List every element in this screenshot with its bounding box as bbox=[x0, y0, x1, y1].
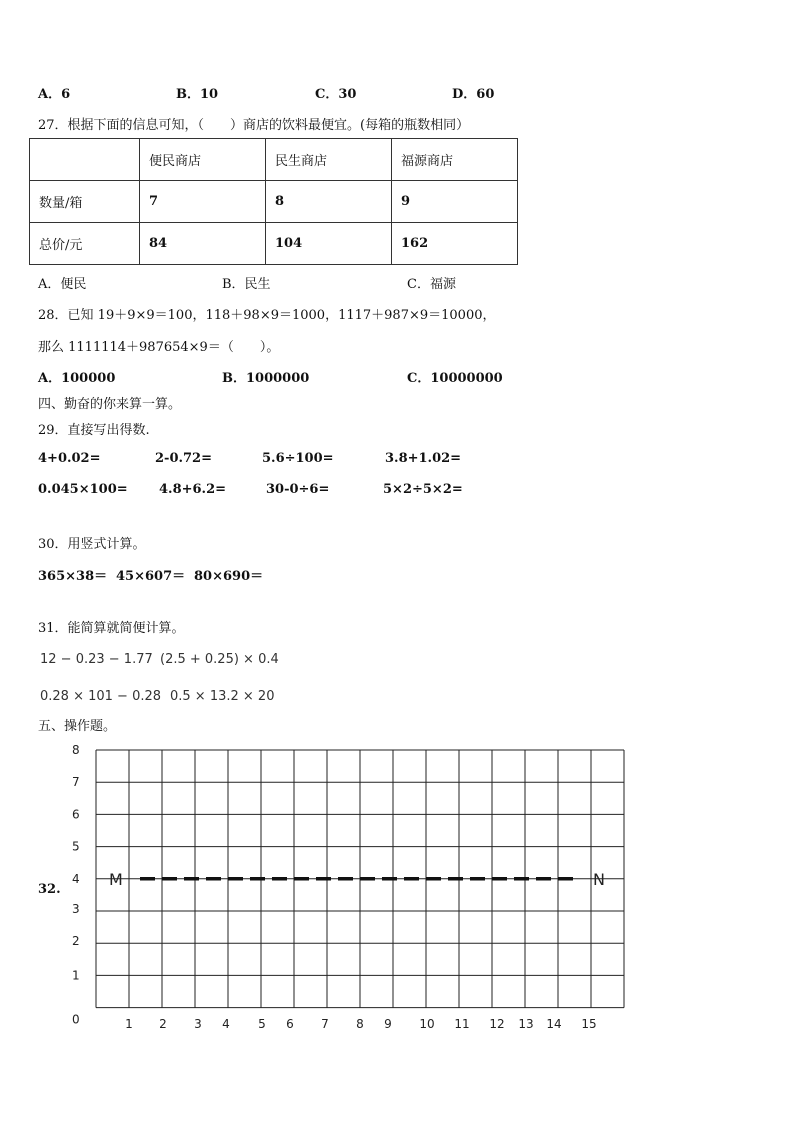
q29-item: 5.6÷100= bbox=[262, 451, 334, 466]
q27-option-c: C．福源 bbox=[407, 277, 456, 292]
q29-title: 29．直接写出得数. bbox=[38, 423, 150, 438]
q28-option-b: B．1000000 bbox=[222, 371, 310, 386]
point-n-label: N bbox=[593, 869, 605, 889]
q30-item: 45×607＝ bbox=[116, 569, 186, 584]
q28-line-2: 那么 1111114＋987654×9＝（ ）。 bbox=[38, 340, 280, 355]
x-axis-label: 1 bbox=[125, 1017, 133, 1031]
x-axis-label: 12 bbox=[489, 1017, 505, 1031]
y-axis-label: 6 bbox=[72, 807, 80, 822]
x-axis-label: 5 bbox=[258, 1017, 266, 1031]
y-axis-label: 1 bbox=[72, 968, 80, 983]
table-cell: 总价/元 bbox=[30, 223, 140, 265]
y-axis-label: 3 bbox=[72, 902, 80, 916]
q31-expression: 12 − 0.23 − 1.77 bbox=[40, 652, 153, 667]
x-axis-label: 6 bbox=[286, 1017, 294, 1031]
table-cell: 84 bbox=[140, 223, 266, 265]
q28-option-a: A．100000 bbox=[38, 371, 116, 386]
q26-option-c: C．30 bbox=[315, 87, 357, 102]
table-cell: 福源商店 bbox=[392, 139, 518, 181]
y-axis-label: 8 bbox=[72, 743, 80, 757]
table-cell: 162 bbox=[392, 223, 518, 265]
x-axis-label: 15 bbox=[581, 1017, 597, 1031]
y-axis-label: 5 bbox=[72, 839, 80, 854]
q26-option-b: B．10 bbox=[176, 87, 219, 102]
q27-question: 27．根据下面的信息可知，（ ）商店的饮料最便宜。(每箱的瓶数相同） bbox=[38, 118, 470, 133]
x-axis-label: 9 bbox=[384, 1017, 392, 1031]
section-5-title: 五、操作题。 bbox=[38, 719, 117, 734]
q29-item: 0.045×100= bbox=[38, 482, 128, 497]
table-cell: 便民商店 bbox=[140, 139, 266, 181]
q29-item: 2-0.72= bbox=[155, 451, 212, 466]
q29-item: 3.8+1.02= bbox=[385, 451, 462, 466]
y-axis-label: 2 bbox=[72, 934, 80, 949]
table-cell: 104 bbox=[266, 223, 392, 265]
q30-title: 30．用竖式计算。 bbox=[38, 537, 146, 552]
q31-expression: 0.5 × 13.2 × 20 bbox=[170, 689, 275, 704]
point-m-label: M bbox=[109, 869, 123, 889]
x-axis-label: 4 bbox=[222, 1017, 230, 1031]
table-cell: 7 bbox=[140, 181, 266, 223]
q31-expression: 0.28 × 101 − 0.28 bbox=[40, 689, 162, 704]
q29-item: 4+0.02= bbox=[38, 451, 101, 466]
q26-option-a: A．6 bbox=[38, 87, 71, 102]
q29-item: 5×2÷5×2= bbox=[383, 482, 463, 497]
x-axis-label: 8 bbox=[356, 1017, 364, 1031]
x-axis-label: 14 bbox=[546, 1017, 562, 1031]
q27-option-b: B．民生 bbox=[222, 277, 271, 292]
table-cell: 民生商店 bbox=[266, 139, 392, 181]
x-axis-label: 3 bbox=[194, 1017, 202, 1031]
x-axis-label: 11 bbox=[454, 1017, 470, 1031]
x-axis-label: 13 bbox=[518, 1017, 534, 1031]
q28-line-1: 28．已知 19＋9×9＝100，118＋98×9＝1000，1117＋987×9＝10000， bbox=[38, 308, 496, 323]
q30-item: 365×38＝ bbox=[38, 569, 108, 584]
q30-item: 80×690＝ bbox=[194, 569, 264, 584]
section-4-title: 四、勤奋的你来算一算。 bbox=[38, 397, 182, 412]
y-axis-label: 7 bbox=[72, 775, 80, 790]
x-axis-label: 2 bbox=[159, 1017, 167, 1031]
q26-option-d: D．60 bbox=[452, 87, 495, 102]
y-axis-label: 0 bbox=[72, 1012, 80, 1027]
table-cell: 数量/箱 bbox=[30, 181, 140, 223]
x-axis-label: 10 bbox=[419, 1017, 435, 1031]
y-axis-label: 4 bbox=[72, 871, 80, 886]
q27-option-a: A．便民 bbox=[38, 277, 87, 292]
q31-expression: (2.5 + 0.25) × 0.4 bbox=[160, 652, 279, 667]
table-cell: 8 bbox=[266, 181, 392, 223]
x-axis-label: 7 bbox=[321, 1017, 329, 1031]
q32-label: 32. bbox=[38, 882, 61, 897]
q29-item: 4.8+6.2= bbox=[159, 482, 227, 497]
q31-title: 31．能简算就简便计算。 bbox=[38, 621, 185, 636]
q28-option-c: C．10000000 bbox=[407, 371, 503, 386]
q29-item: 30-0÷6= bbox=[266, 482, 330, 497]
table-cell: 9 bbox=[392, 181, 518, 223]
